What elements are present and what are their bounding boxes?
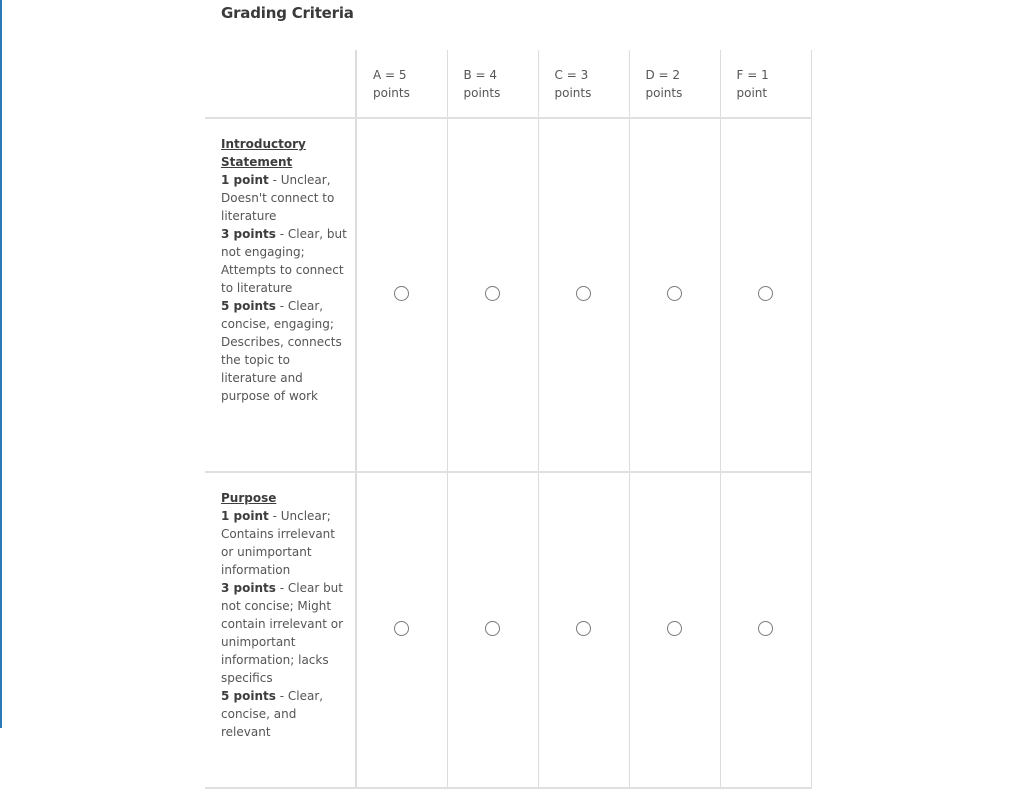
grade-sub: points — [373, 86, 410, 100]
radio-button[interactable] — [758, 621, 773, 636]
table-row — [205, 472, 811, 788]
radio-cell — [356, 118, 447, 472]
criterion-points: 3 points — [221, 581, 276, 595]
grading-rubric-table — [205, 50, 812, 789]
criterion-desc: - Unclear; Contains irrelevant or unimportant information — [221, 509, 335, 577]
header-grade-f — [720, 50, 811, 118]
criterion-title: Purpose — [221, 491, 277, 505]
header-row — [205, 50, 811, 118]
criterion-cell — [205, 472, 356, 788]
criterion-desc: - Clear, concise, and relevant — [221, 689, 324, 739]
grade-label: B = 4 — [463, 68, 498, 82]
criterion-points: 1 point — [221, 509, 269, 523]
grade-sub: points — [554, 86, 592, 100]
radio-cell — [720, 472, 811, 788]
radio-button[interactable] — [394, 621, 409, 636]
header-grade-d — [629, 50, 720, 118]
radio-button[interactable] — [576, 286, 591, 301]
criterion-desc: - Clear, but not engaging; Attempts to connect to literature — [221, 227, 347, 295]
radio-cell — [447, 472, 538, 788]
criterion-title: Introductory Statement — [221, 137, 306, 169]
grade-label: F = 1 — [736, 68, 769, 82]
radio-button[interactable] — [576, 621, 591, 636]
window-left-border — [0, 0, 2, 728]
grade-label: A = 5 — [373, 68, 407, 82]
radio-cell — [538, 118, 629, 472]
radio-cell — [538, 472, 629, 788]
criterion-points: 1 point — [221, 173, 269, 187]
grade-label: C = 3 — [554, 68, 589, 82]
radio-button[interactable] — [667, 621, 682, 636]
radio-cell — [629, 472, 720, 788]
header-empty-cell — [205, 50, 356, 118]
radio-cell — [356, 472, 447, 788]
criterion-cell — [205, 118, 356, 472]
criterion-desc: - Clear, concise, engaging; Describes, connects the topic to literature and purpose of work — [221, 299, 342, 403]
criterion-desc: - Unclear, Doesn't connect to literature — [221, 173, 335, 223]
header-grade-c — [538, 50, 629, 118]
radio-cell — [629, 118, 720, 472]
grade-sub: points — [645, 86, 683, 100]
grade-sub: point — [736, 86, 768, 100]
criterion-points: 5 points — [221, 299, 276, 313]
radio-cell — [447, 118, 538, 472]
header-grade-a — [356, 50, 447, 118]
criterion-points: 3 points — [221, 227, 276, 241]
radio-button[interactable] — [758, 286, 773, 301]
criterion-desc: - Clear but not concise; Might contain irrelevant or unimportant information; lacks specifics — [221, 581, 344, 685]
grade-label: D = 2 — [645, 68, 681, 82]
radio-button[interactable] — [667, 286, 682, 301]
radio-button[interactable] — [485, 621, 500, 636]
grade-sub: points — [463, 86, 501, 100]
table-row — [205, 118, 811, 472]
criterion-points: 5 points — [221, 689, 276, 703]
radio-cell — [720, 118, 811, 472]
header-grade-b — [447, 50, 538, 118]
page-title: Grading Criteria — [221, 4, 354, 22]
radio-button[interactable] — [485, 286, 500, 301]
radio-button[interactable] — [394, 286, 409, 301]
